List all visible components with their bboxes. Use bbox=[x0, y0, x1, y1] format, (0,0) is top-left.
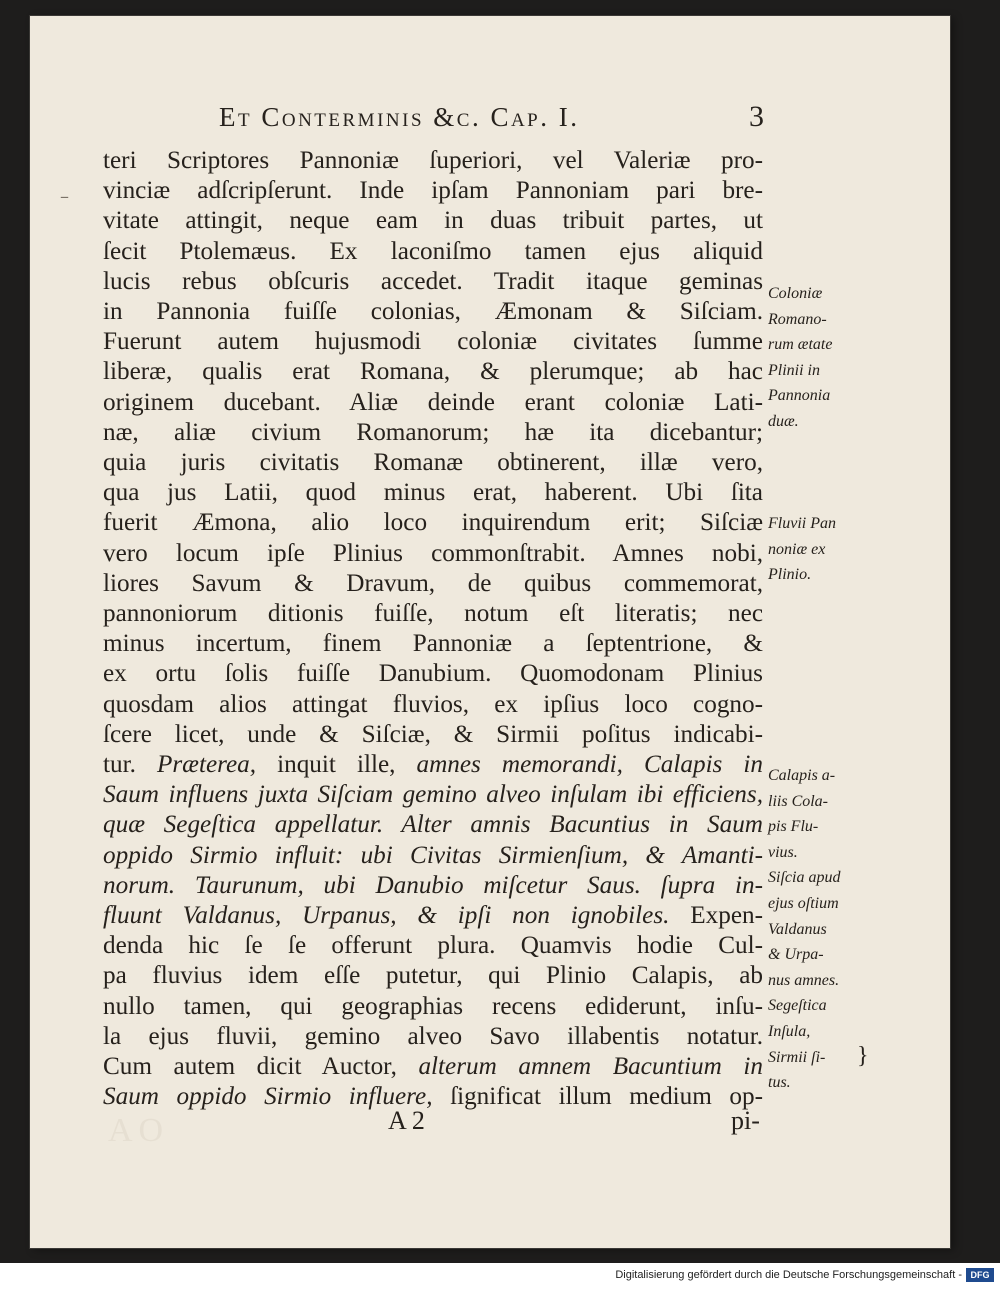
body-line bbox=[103, 146, 763, 176]
text-span: Fuerunt autem hujusmodi coloniæ civitates ſumme bbox=[103, 328, 763, 356]
body-line bbox=[103, 810, 763, 840]
margin-note-line: Romano- bbox=[768, 310, 827, 328]
text-span: fuerit Æmona, alio loco inquirendum erit; Siſciæ bbox=[103, 509, 763, 537]
margin-note-line: & Urpa- bbox=[768, 946, 824, 964]
body-line bbox=[103, 931, 763, 961]
dfg-logo[interactable]: DFG bbox=[966, 1268, 994, 1282]
margin-note-line: Sirmii ſi- bbox=[768, 1048, 826, 1066]
body-line bbox=[103, 327, 763, 357]
margin-note-line: Valdanus bbox=[768, 920, 827, 938]
body-line bbox=[103, 780, 763, 810]
italic-span: Præterea, bbox=[156, 751, 257, 778]
text-span: pannoniorum ditionis fuiſſe, notum eſt literatis; nec bbox=[103, 600, 763, 627]
text-span: tur. bbox=[103, 751, 157, 778]
body-line bbox=[103, 659, 763, 689]
body-line bbox=[103, 750, 763, 780]
margin-note-line: Inſula, bbox=[768, 1023, 811, 1040]
catchword: pi- bbox=[731, 1106, 760, 1135]
text-span: næ, aliæ civium Romanorum; hæ ita dicebantur; bbox=[103, 418, 763, 446]
page-footer bbox=[0, 1106, 1000, 1149]
page-header bbox=[219, 98, 764, 142]
text-span: minus incertum, finem Pannoniæ a ſeptentrione, & bbox=[103, 630, 763, 658]
margin-note-line: Calapis a- bbox=[768, 767, 836, 784]
margin-note-line: rum ætate bbox=[768, 336, 833, 354]
margin-note-line: noniæ ex bbox=[768, 540, 826, 558]
text-span: liberæ, qualis erat Romana, & plerumque; ab hac bbox=[103, 358, 763, 386]
margin-dash-mark: – bbox=[60, 186, 69, 207]
text-span: Expen- bbox=[669, 902, 763, 929]
italic-span: alterum amnem Bacuntium in bbox=[418, 1053, 763, 1080]
text-span: nullo tamen, qui geographias recens ediderunt, inſu- bbox=[103, 992, 763, 1020]
show-through-ghost: AO bbox=[108, 1112, 170, 1149]
credit-bar bbox=[0, 1263, 1000, 1289]
body-line bbox=[103, 569, 763, 599]
margin-note-line: ejus oſtium bbox=[768, 895, 839, 912]
italic-span: amnes memorandi, Calapis in bbox=[416, 751, 763, 778]
text-span: inquit ille, bbox=[256, 751, 417, 778]
body-line bbox=[103, 448, 763, 478]
body-line bbox=[103, 237, 763, 267]
margin-note-line: Plinio. bbox=[768, 566, 812, 584]
page-number: 3 bbox=[749, 100, 764, 133]
margin-note-line: duæ. bbox=[768, 413, 799, 430]
text-span: vinciæ adſcripſerunt. Inde ipſam Pannoniam pari bre- bbox=[103, 177, 763, 205]
italic-span: Saum influens juxta Siſciam gemino alveo inſulam ibi efficiens, bbox=[103, 781, 763, 809]
margin-note-line: Pannonia bbox=[768, 387, 831, 405]
text-span: lucis rebus obſcuris accedet. Tradit itaque geminas bbox=[103, 267, 763, 295]
body-line bbox=[103, 508, 763, 538]
text-span: la ejus fluvii, gemino alveo Savo illabentis notatur. bbox=[103, 1022, 763, 1050]
italic-span: quæ Segeſtica appellatur. Alter amnis Bacuntius in Saum bbox=[103, 811, 763, 839]
text-span: pa fluvius idem eſſe putetur, qui Plinio Calapis, ab bbox=[103, 962, 763, 990]
margin-note-line: Siſcia apud bbox=[768, 869, 841, 887]
body-line bbox=[103, 599, 763, 629]
italic-span: fluunt Valdanus, Urpanus, & ipſi non ignobiles. bbox=[103, 902, 670, 929]
text-span: ſecit Ptolemæus. Ex laconiſmo tamen ejus aliquid bbox=[103, 237, 763, 265]
text-span: vitate attingit, neque eam in duas tribuit partes, ut bbox=[103, 207, 763, 235]
body-line bbox=[103, 297, 763, 327]
margin-note-line: vius. bbox=[768, 843, 798, 861]
body-line bbox=[103, 629, 763, 659]
body-line bbox=[103, 901, 763, 931]
text-span: ſignificat illum medium op- bbox=[432, 1083, 763, 1111]
text-span: quosdam alios attingat fluvios, ex ipſius loco cogno- bbox=[103, 690, 763, 718]
margin-note-line: Coloniæ bbox=[768, 285, 823, 302]
margin-brace-mark: } bbox=[857, 1043, 869, 1069]
margin-note-line: nus amnes. bbox=[768, 971, 840, 989]
body-line bbox=[103, 992, 763, 1022]
margin-note-line: tus. bbox=[768, 1074, 791, 1092]
italic-span: Saum oppido Sirmio influere, bbox=[103, 1083, 433, 1111]
italic-span: norum. Taurunum, ubi Danubio miſcetur Saus. ſupra in- bbox=[103, 871, 763, 899]
body-line bbox=[103, 478, 763, 508]
body-line bbox=[103, 690, 763, 720]
signature-mark: A 2 bbox=[388, 1106, 425, 1135]
text-span: ex ortu ſolis fuiſſe Danubium. Quomodonam Plinius bbox=[103, 660, 763, 688]
body-line bbox=[103, 841, 763, 871]
text-span: ſcere licet, unde & Siſciæ, & Sirmii poſitus indicabi- bbox=[103, 720, 763, 748]
body-line bbox=[103, 357, 763, 387]
text-span: originem ducebant. Aliæ deinde erant coloniæ Lati- bbox=[103, 388, 763, 416]
body-line bbox=[103, 418, 763, 448]
body-line bbox=[103, 267, 763, 297]
text-span: qua jus Latii, quod minus erat, haberent. Ubi ſita bbox=[103, 479, 763, 507]
body-line bbox=[103, 871, 763, 901]
body-line bbox=[103, 539, 763, 569]
text-span: quia juris civitatis Romanæ obtinerent, illæ vero, bbox=[103, 449, 763, 476]
running-title: Et Conterminis &c. Cap. I. bbox=[219, 102, 580, 132]
body-line bbox=[103, 1052, 763, 1082]
body-line bbox=[103, 206, 763, 236]
italic-span: oppido Sirmio influit: ubi Civitas Sirmienſium, & Amanti- bbox=[103, 841, 763, 869]
body-line bbox=[103, 388, 763, 418]
margin-note-line: Segeſtica bbox=[768, 997, 827, 1015]
body-line bbox=[103, 176, 763, 206]
margin-note-line: Plinii in bbox=[768, 361, 820, 379]
body-line bbox=[103, 720, 763, 750]
body-line bbox=[103, 961, 763, 991]
text-span: vero locum ipſe Plinius commonſtrabit. Amnes nobi, bbox=[103, 539, 763, 567]
text-span: in Pannonia fuiſſe colonias, Æmonam & Siſciam. bbox=[103, 298, 763, 325]
credit-text: Digitalisierung gefördert durch die Deutsche Forschungsgemeinschaft - bbox=[615, 1269, 962, 1281]
text-span: denda hic ſe ſe offerunt plura. Quamvis hodie Cul- bbox=[103, 932, 763, 960]
margin-note-line: liis Cola- bbox=[768, 792, 829, 810]
body-line bbox=[103, 1022, 763, 1052]
text-span: teri Scriptores Pannoniæ ſuperiori, vel Valeriæ pro- bbox=[103, 147, 763, 174]
margin-note-line: Fluvii Pan bbox=[768, 515, 836, 532]
margin-note-line: pis Flu- bbox=[768, 818, 819, 836]
text-span: liores Savum & Dravum, de quibus commemorat, bbox=[103, 569, 763, 597]
text-span: Cum autem dicit Auctor, bbox=[103, 1053, 419, 1080]
